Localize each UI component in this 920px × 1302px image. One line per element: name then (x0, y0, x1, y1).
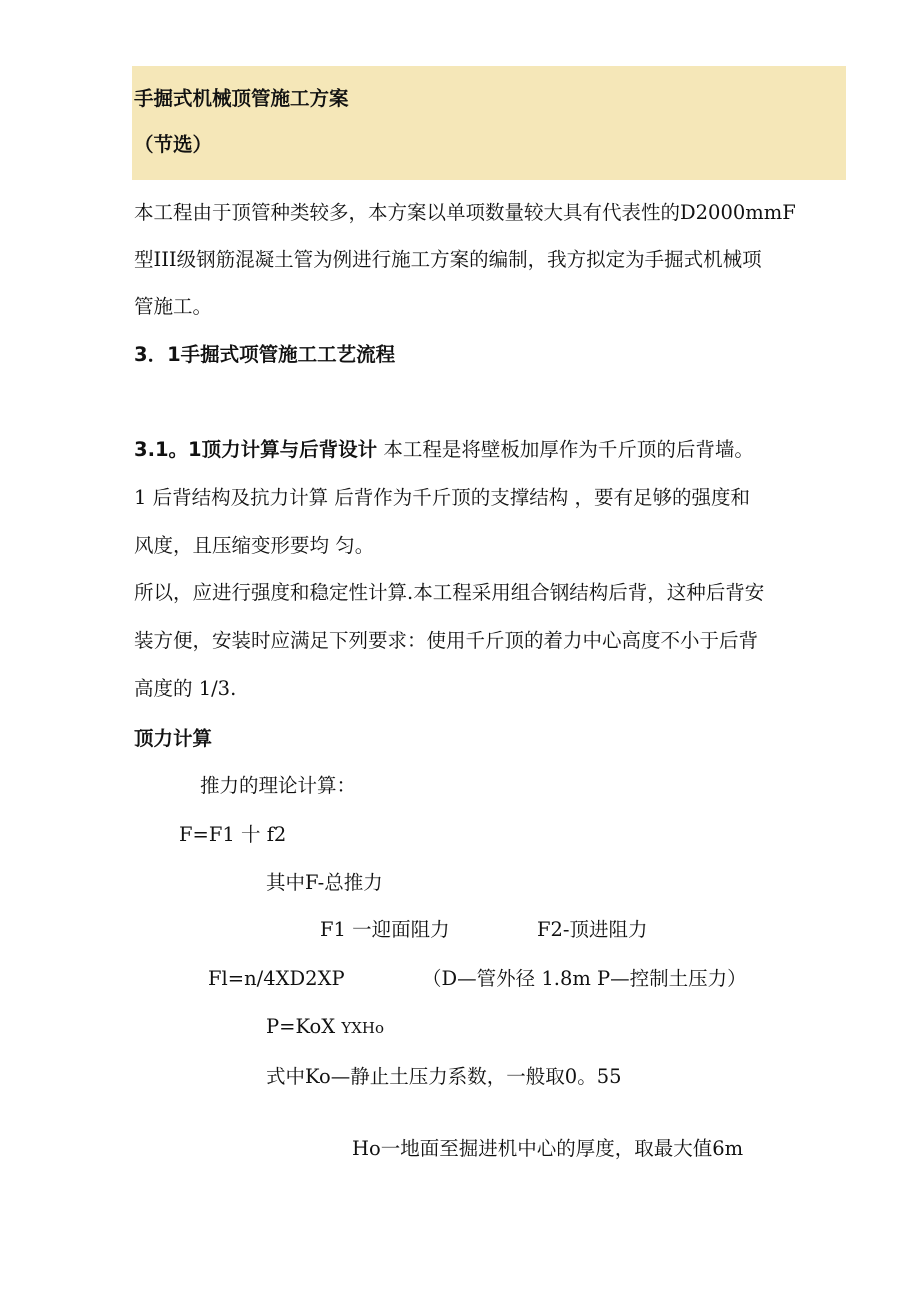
f1-definition: F1 一迎面阻力 (320, 918, 450, 941)
section-3-1-heading: 3．1手掘式项管施工工艺流程 (134, 343, 396, 366)
jacking-force-heading: 顶力计算 (134, 727, 213, 750)
pressure-formula-part-a: P=KoX (266, 1015, 336, 1038)
backing-paragraph-line-4: 装方便，安装时应满足下列要求：使用千斤顶的着力中心高度不小于后背 (134, 629, 759, 652)
document-title: 手掘式机械顶管施工方案 (134, 87, 349, 110)
pressure-formula (266, 1015, 384, 1040)
section-3-1-1-line (134, 438, 754, 462)
ko-definition: 式中Ko—静止土压力系数，一般取0。55 (266, 1065, 622, 1088)
total-force-formula: F=F1 十 f2 (179, 823, 287, 846)
f2-definition: F2-顶进阻力 (537, 918, 648, 941)
pressure-formula-subscript: o (375, 1019, 385, 1037)
theory-calc-label: 推力的理论计算： (200, 774, 357, 797)
pressure-formula-gamma: YXH (341, 1019, 376, 1037)
backing-paragraph-line-1: 1 后背结构及抗力计算 后背作为千斤顶的支撑结构 ，要有足够的强度和 (134, 486, 751, 509)
f1-formula: Fl=n/4XD2XP (208, 967, 345, 990)
f1-formula-note: （D—管外径 1.8m P—控制土压力） (422, 967, 747, 990)
ho-definition: Ho一地面至掘进机中心的厚度，取最大值6m (352, 1137, 744, 1160)
title-highlight-box (132, 66, 846, 180)
backing-paragraph-line-5: 高度的 1/3. (134, 677, 237, 700)
section-3-1-1-heading: 3.1。1顶力计算与后背设计 (134, 438, 378, 461)
intro-line-3: 管施工。 (134, 295, 213, 318)
document-subtitle: （节选） (134, 133, 213, 156)
backing-paragraph-line-3: 所以，应进行强度和稳定性计算.本工程采用组合钢结构后背，这种后背安 (134, 581, 765, 604)
total-force-definition: 其中F-总推力 (266, 871, 383, 894)
intro-line-1: 本工程由于顶管种类较多，本方案以单项数量较大具有代表性的D2000mmF (134, 201, 796, 224)
intro-line-2: 型III级钢筋混凝土管为例进行施工方案的编制，我方拟定为手掘式机械项 (134, 248, 762, 271)
backing-paragraph-line-2: 风度，且压缩变形要均 匀。 (134, 534, 375, 557)
section-3-1-1-heading-tail: 本工程是将壁板加厚作为千斤顶的后背墙。 (377, 438, 754, 461)
